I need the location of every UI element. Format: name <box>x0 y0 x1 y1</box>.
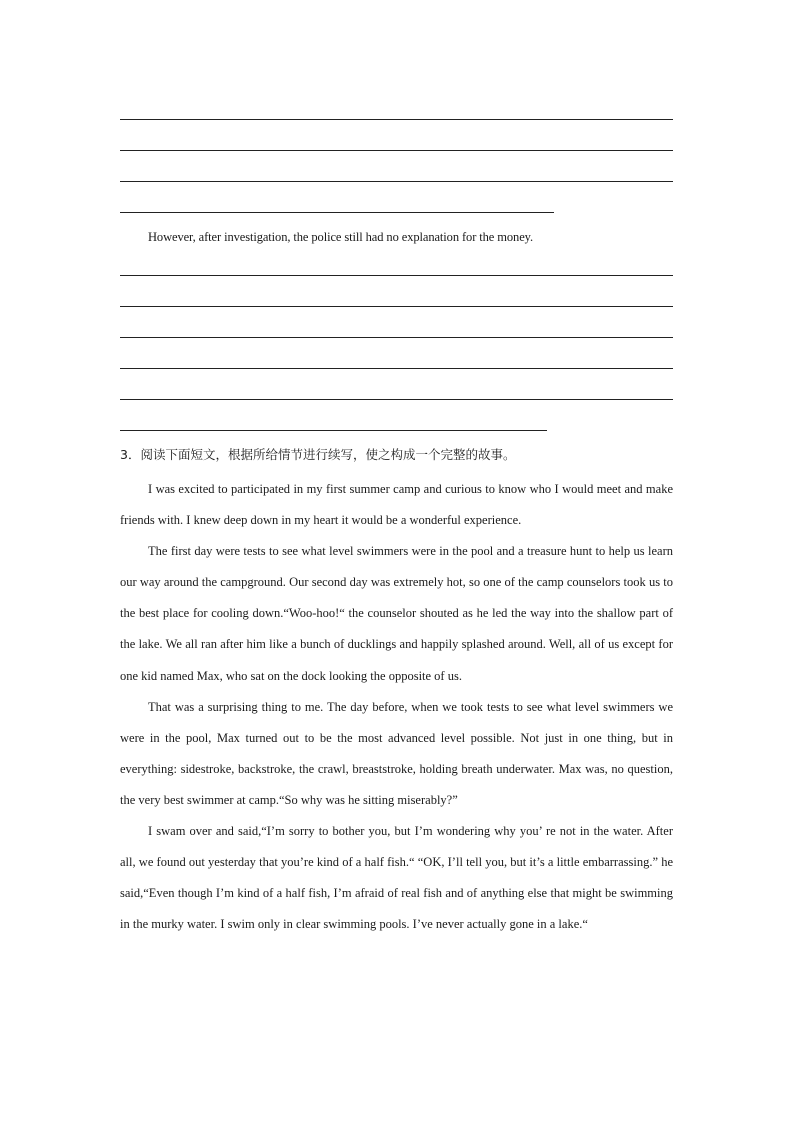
writing-line <box>120 181 673 182</box>
story-paragraph: I was excited to participated in my first summer camp and curious to know who I would meet and make friends with. I knew deep down in my heart it would be a wonderful experience. <box>120 482 673 528</box>
writing-line <box>120 368 673 369</box>
writing-line <box>120 150 673 151</box>
story-paragraph: The first day were tests to see what level swimmers were in the pool and a treasure hunt to help us learn our way around the campground. Our second day was extremely hot, so one of the camp counselors took us to the best place for cooling down.“Woo-hoo!“ the counselor shouted as he led the way into the shallow part of the lake. We all ran after him like a bunch of ducklings and happily splashed around. Well, all of us except for one kid named Max, who sat on the dock looking the opposite of us. <box>120 544 673 683</box>
question-heading: 3．阅读下面短文，根据所给情节进行续写，使之构成一个完整的故事。 <box>120 447 516 462</box>
story-passage <box>120 474 673 940</box>
writing-line <box>120 399 673 400</box>
writing-line <box>120 306 673 307</box>
writing-line-short <box>120 430 547 431</box>
writing-line <box>120 119 673 120</box>
writing-line-short <box>120 212 554 213</box>
paragraph-prompt: However, after investigation, the police still had no explanation for the money. <box>148 230 534 244</box>
story-paragraph: That was a surprising thing to me. The day before, when we took tests to see what level swimmers we were in the pool, Max turned out to be the most advanced level possible. Not just in one thing, but in everything: sidestroke, backstroke, the crawl, breaststroke, holding breath underwater. Max was, no question, the very best swimmer at camp.“So why was he sitting miserably?” <box>120 699 673 807</box>
writing-line <box>120 337 673 338</box>
writing-line <box>120 275 673 276</box>
story-paragraph: I swam over and said,“I’m sorry to bother you, but I’m wondering why you’ re not in the water. After all, we found out yesterday that you’re kind of a half fish.“ “OK, I’ll tell you, but it’s a little embarrassing.” he said,“Even though I’m kind of a half fish, I’m afraid of real fish and of anything else that might be swimming in the murky water. I swim only in clear swimming pools. I’ve never actually gone in a lake.“ <box>120 824 673 932</box>
